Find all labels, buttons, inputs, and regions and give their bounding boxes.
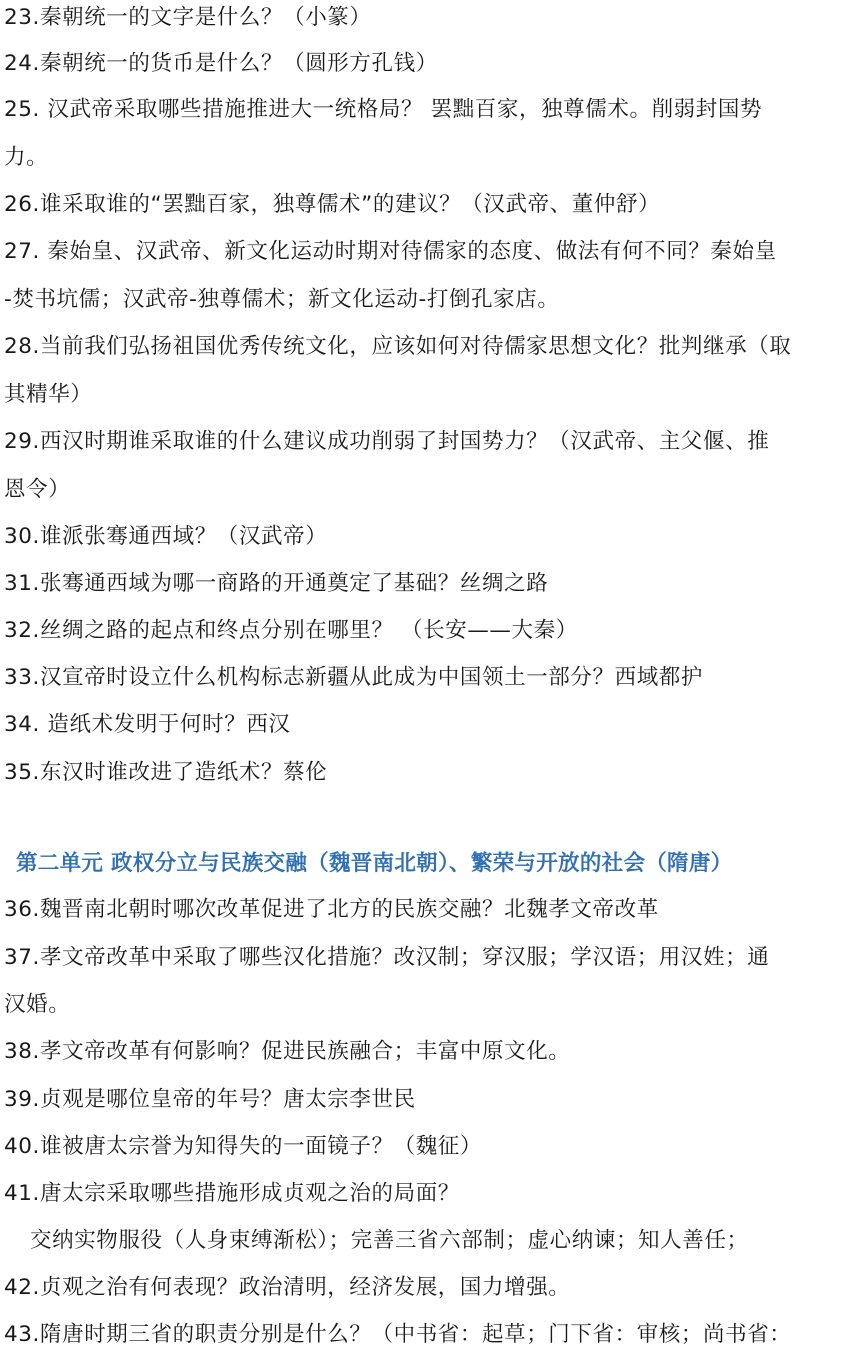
question-25: 25. 汉武帝采取哪些措施推进大一统格局？ 罢黜百家，独尊儒术。削弱封国势 — [4, 97, 763, 122]
question-34: 34. 造纸术发明于何时？西汉 — [4, 712, 291, 737]
question-42: 42.贞观之治有何表现？政治清明，经济发展，国力增强。 — [4, 1275, 571, 1300]
question-43: 43.隋唐时期三省的职责分别是什么？（中书省：起草；门下省：审核；尚书省： — [4, 1322, 792, 1347]
question-37: 37.孝文帝改革中采取了哪些汉化措施？改汉制；穿汉服；学汉语；用汉姓；通 — [4, 945, 770, 970]
section-heading-unit-2: 第二单元 政权分立与民族交融（魏晋南北朝）、繁荣与开放的社会（隋唐） — [16, 851, 733, 876]
question-27: 27. 秦始皇、汉武帝、新文化运动时期对待儒家的态度、做法有何不同？秦始皇 — [4, 239, 777, 264]
question-27-continued: -焚书坑儒；汉武帝-独尊儒术；新文化运动-打倒孔家店。 — [4, 287, 560, 312]
question-41: 41.唐太宗采取哪些措施形成贞观之治的局面？ — [4, 1181, 460, 1206]
question-26: 26.谁采取谁的“罢黜百家，独尊儒术”的建议？（汉武帝、董仲舒） — [4, 192, 661, 217]
question-23: 23.秦朝统一的文字是什么？（小篆） — [4, 5, 372, 30]
question-28: 28.当前我们弘扬祖国优秀传统文化，应该如何对待儒家思想文化？批判继承（取 — [4, 334, 792, 359]
question-32: 32.丝绸之路的起点和终点分别在哪里？ （长安——大秦） — [4, 618, 578, 643]
question-37-continued: 汉婚。 — [4, 992, 71, 1017]
question-29: 29.西汉时期谁采取谁的什么建议成功削弱了封国势力？（汉武帝、主父偃、推 — [4, 429, 770, 454]
question-25-continued: 力。 — [4, 145, 49, 170]
question-36: 36.魏晋南北朝时哪次改革促进了北方的民族交融？北魏孝文帝改革 — [4, 897, 659, 922]
question-39: 39.贞观是哪位皇帝的年号？唐太宗李世民 — [4, 1087, 416, 1112]
question-24: 24.秦朝统一的货币是什么？（圆形方孔钱） — [4, 51, 438, 76]
question-28-continued: 其精华） — [4, 382, 93, 407]
question-31: 31.张骞通西域为哪一商路的开通奠定了基础？丝绸之路 — [4, 571, 549, 596]
question-35: 35.东汉时谁改进了造纸术？蔡伦 — [4, 760, 328, 785]
question-33: 33.汉宣帝时设立什么机构标志新疆从此成为中国领土一部分？西域都护 — [4, 665, 703, 690]
question-29-continued: 恩令） — [4, 477, 71, 502]
question-38: 38.孝文帝改革有何影响？促进民族融合；丰富中原文化。 — [4, 1039, 571, 1064]
question-40: 40.谁被唐太宗誉为知得失的一面镜子？（魏征） — [4, 1134, 482, 1159]
question-41-answer: 交纳实物服役（人身束缚渐松）；完善三省六部制；虚心纳谏；知人善任； — [30, 1228, 749, 1253]
question-30: 30.谁派张骞通西域？（汉武帝） — [4, 524, 328, 549]
